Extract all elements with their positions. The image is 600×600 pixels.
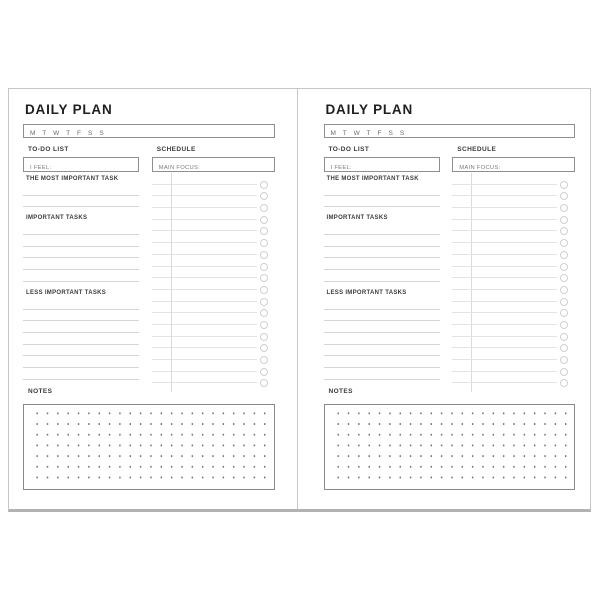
schedule-row[interactable] bbox=[152, 208, 275, 220]
schedule-row[interactable] bbox=[452, 220, 575, 232]
todo-list-heading: TO-DO LIST bbox=[328, 146, 370, 153]
schedule-row[interactable] bbox=[152, 325, 275, 337]
task-line[interactable] bbox=[324, 235, 440, 247]
schedule-row[interactable] bbox=[452, 372, 575, 384]
i-feel-label: I FEEL: bbox=[30, 165, 52, 171]
schedule-row[interactable] bbox=[452, 243, 575, 255]
task-line[interactable] bbox=[23, 310, 139, 322]
task-line[interactable] bbox=[324, 321, 440, 333]
schedule-rows bbox=[452, 173, 575, 383]
todo-section-label: IMPORTANT TASKS bbox=[26, 215, 88, 222]
task-line[interactable] bbox=[23, 235, 139, 247]
todo-section bbox=[23, 207, 139, 281]
task-line[interactable] bbox=[23, 258, 139, 270]
schedule-column bbox=[152, 173, 275, 384]
todo-section bbox=[324, 282, 440, 380]
task-line[interactable] bbox=[23, 345, 139, 357]
todo-section-label: IMPORTANT TASKS bbox=[326, 215, 388, 222]
todo-list-heading: TO-DO LIST bbox=[28, 146, 69, 153]
task-line[interactable] bbox=[324, 184, 440, 196]
task-line[interactable] bbox=[324, 368, 440, 380]
schedule-row[interactable] bbox=[452, 348, 575, 360]
schedule-heading: SCHEDULE bbox=[156, 146, 196, 153]
task-line[interactable] bbox=[324, 333, 440, 345]
schedule-row[interactable] bbox=[452, 255, 575, 267]
i-feel-field[interactable] bbox=[324, 157, 440, 172]
schedule-row[interactable] bbox=[152, 290, 275, 302]
task-line[interactable] bbox=[324, 356, 440, 368]
planner-page-left bbox=[9, 89, 298, 509]
schedule-row[interactable] bbox=[152, 173, 275, 185]
planner-spread bbox=[8, 88, 591, 512]
schedule-row[interactable] bbox=[152, 348, 275, 360]
schedule-row[interactable] bbox=[452, 231, 575, 243]
schedule-row[interactable] bbox=[152, 360, 275, 372]
task-line[interactable] bbox=[324, 247, 440, 259]
schedule-row[interactable] bbox=[452, 208, 575, 220]
task-line[interactable] bbox=[324, 270, 440, 282]
schedule-line bbox=[452, 382, 557, 383]
i-feel-field[interactable] bbox=[23, 157, 139, 172]
notes-heading: NOTES bbox=[328, 388, 353, 395]
todo-section-label: LESS IMPORTANT TASKS bbox=[326, 289, 407, 296]
main-focus-label: MAIN FOCUS: bbox=[158, 165, 201, 171]
task-complete-circle[interactable] bbox=[260, 379, 268, 387]
notes-area[interactable] bbox=[23, 404, 275, 490]
dot-grid bbox=[32, 408, 267, 486]
schedule-row[interactable] bbox=[452, 278, 575, 290]
schedule-row[interactable] bbox=[452, 196, 575, 208]
todo-section bbox=[23, 173, 139, 207]
task-line[interactable] bbox=[324, 345, 440, 357]
schedule-row[interactable] bbox=[152, 231, 275, 243]
schedule-row[interactable] bbox=[452, 173, 575, 185]
dot-grid bbox=[333, 408, 568, 486]
todo-section bbox=[324, 207, 440, 281]
todo-column bbox=[324, 173, 440, 384]
weekday-strip[interactable] bbox=[324, 124, 576, 138]
page-title: DAILY PLAN bbox=[325, 102, 414, 117]
task-line[interactable] bbox=[324, 310, 440, 322]
todo-section bbox=[324, 173, 440, 207]
task-line[interactable] bbox=[23, 196, 139, 208]
schedule-row[interactable] bbox=[152, 302, 275, 314]
task-line[interactable] bbox=[23, 298, 139, 310]
weekday-strip[interactable] bbox=[23, 124, 275, 138]
planner-page-right bbox=[298, 89, 591, 509]
schedule-row[interactable] bbox=[152, 255, 275, 267]
schedule-row[interactable] bbox=[152, 220, 275, 232]
task-line[interactable] bbox=[324, 223, 440, 235]
task-line[interactable] bbox=[23, 356, 139, 368]
task-line[interactable] bbox=[23, 321, 139, 333]
schedule-row[interactable] bbox=[152, 278, 275, 290]
task-line[interactable] bbox=[324, 258, 440, 270]
task-line[interactable] bbox=[23, 247, 139, 259]
task-complete-circle[interactable] bbox=[560, 379, 568, 387]
main-focus-label: MAIN FOCUS: bbox=[459, 165, 501, 171]
task-line[interactable] bbox=[23, 270, 139, 282]
task-line[interactable] bbox=[324, 196, 440, 208]
schedule-row[interactable] bbox=[152, 196, 275, 208]
todo-section bbox=[23, 282, 139, 380]
page-title: DAILY PLAN bbox=[25, 102, 113, 117]
schedule-row[interactable] bbox=[152, 313, 275, 325]
schedule-row[interactable] bbox=[152, 267, 275, 279]
todo-section-label: THE MOST IMPORTANT TASK bbox=[326, 176, 419, 182]
schedule-line bbox=[152, 382, 257, 383]
task-line[interactable] bbox=[23, 368, 139, 380]
schedule-row[interactable] bbox=[152, 372, 275, 384]
task-line[interactable] bbox=[324, 298, 440, 310]
schedule-row[interactable] bbox=[452, 337, 575, 349]
schedule-row[interactable] bbox=[152, 337, 275, 349]
notes-area[interactable] bbox=[324, 404, 576, 490]
schedule-row[interactable] bbox=[452, 325, 575, 337]
schedule-row[interactable] bbox=[452, 290, 575, 302]
weekday-labels: M T W T F S S bbox=[330, 130, 407, 137]
main-focus-field[interactable] bbox=[452, 157, 575, 172]
schedule-column bbox=[452, 173, 575, 384]
task-line[interactable] bbox=[23, 223, 139, 235]
todo-section-label: THE MOST IMPORTANT TASK bbox=[26, 176, 119, 182]
schedule-row[interactable] bbox=[452, 360, 575, 372]
schedule-row[interactable] bbox=[152, 185, 275, 197]
i-feel-label: I FEEL: bbox=[330, 165, 352, 171]
main-focus-field[interactable] bbox=[152, 157, 275, 172]
schedule-row[interactable] bbox=[452, 302, 575, 314]
schedule-row[interactable] bbox=[452, 185, 575, 197]
schedule-rows bbox=[152, 173, 275, 383]
schedule-row[interactable] bbox=[452, 313, 575, 325]
notes-heading: NOTES bbox=[28, 388, 53, 395]
task-line[interactable] bbox=[23, 184, 139, 196]
todo-column bbox=[23, 173, 139, 384]
todo-section-label: LESS IMPORTANT TASKS bbox=[26, 289, 107, 296]
schedule-row[interactable] bbox=[452, 267, 575, 279]
schedule-heading: SCHEDULE bbox=[457, 146, 497, 153]
task-line[interactable] bbox=[23, 333, 139, 345]
schedule-row[interactable] bbox=[152, 243, 275, 255]
weekday-labels: M T W T F S S bbox=[30, 130, 107, 137]
